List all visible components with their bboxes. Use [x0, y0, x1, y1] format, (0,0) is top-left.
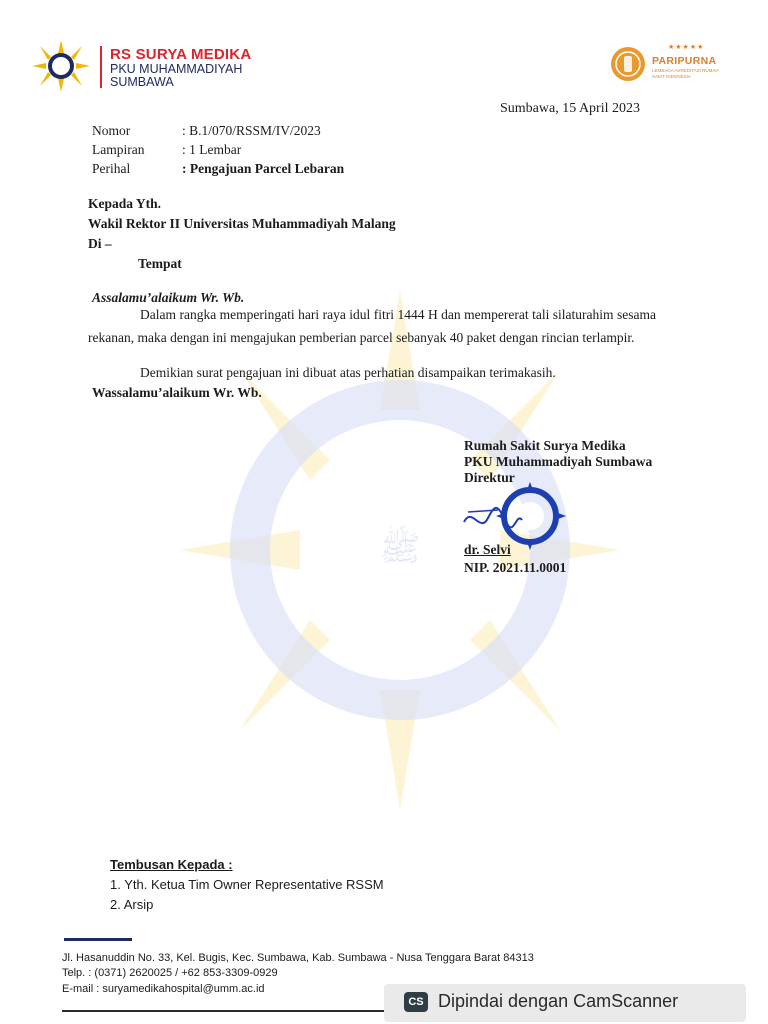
hospital-sub-line2: SUMBAWA: [110, 75, 174, 89]
hospital-subtitle: [110, 63, 242, 89]
hospital-logo-icon: [32, 40, 90, 92]
camscanner-logo-icon: CS: [404, 992, 428, 1012]
recipient-salutation: Kepada Yth.: [88, 196, 162, 211]
accreditation-stars: ★★★★★: [668, 43, 705, 51]
meta-label-perihal: Perihal: [92, 161, 131, 176]
footer-phone: Telp. : (0371) 2620025 / +62 853-3309-0929: [62, 967, 278, 979]
signatory-nip: NIP. 2021.11.0001: [464, 560, 567, 575]
recipient-name: Wakil Rektor II Universitas Muhammadiyah Malang: [88, 216, 396, 231]
meta-value-lampiran: : 1 Lembar: [182, 142, 242, 157]
recipient-place: Tempat: [138, 256, 182, 271]
signature-title: Direktur: [464, 470, 515, 485]
opening-greeting: Assalamu’alaikum Wr. Wb.: [92, 290, 245, 305]
meta-label-nomor: Nomor: [92, 123, 131, 138]
signature-org-2: PKU Muhammadiyah Sumbawa: [464, 454, 653, 469]
svg-text:ﷺ: ﷺ: [379, 529, 421, 569]
hospital-sub-line1: PKU MUHAMMADIYAH: [110, 62, 243, 76]
footer-email: E-mail : suryamedikahospital@umm.ac.id: [62, 983, 265, 995]
signatory-name: dr. Selvi: [464, 542, 511, 557]
footer-accent-rule: [64, 938, 132, 941]
accreditation-subtitle: LEMBAGA AKREDITASI RUMAH SAKIT INDONESIA: [652, 68, 719, 79]
accreditation-label: PARIPURNA: [652, 55, 717, 67]
cc-item: 1. Yth. Ketua Tim Owner Representative RSSM: [110, 877, 384, 892]
place-date: Sumbawa, 15 April 2023: [500, 101, 640, 116]
meta-label-lampiran: Lampiran: [92, 142, 145, 157]
camscanner-text: Dipindai dengan CamScanner: [438, 991, 679, 1011]
body-paragraph-1: Dalam rangka memperingati hari raya idul fitri 1444 H dan mempererat tali silaturahim sesama rekanan, maka dengan ini mengajukan pemberian parcel sebanyak 40 paket dengan rincian terlampir.: [88, 307, 656, 345]
signature-org-1: Rumah Sakit Surya Medika: [464, 438, 626, 453]
closing-greeting: Wassalamu’alaikum Wr. Wb.: [92, 385, 262, 400]
recipient-di: Di –: [88, 236, 112, 251]
footer-address: Jl. Hasanuddin No. 33, Kel. Bugis, Kec. Sumbawa, Kab. Sumbawa - Nusa Tenggara Barat 84313: [62, 952, 534, 964]
meta-value-nomor: : B.1/070/RSSM/IV/2023: [182, 123, 321, 138]
cc-item: 2. Arsip: [110, 897, 154, 912]
hospital-name: RS SURYA MEDIKA: [110, 46, 252, 63]
meta-value-perihal: : Pengajuan Parcel Lebaran: [182, 161, 345, 176]
body-paragraph-2: Demikian surat pengajuan ini dibuat atas perhatian disampaikan terimakasih.: [140, 365, 556, 380]
accreditation-badge-icon: [610, 46, 646, 82]
header-divider: [100, 46, 102, 88]
cc-heading: Tembusan Kepada :: [110, 857, 233, 872]
